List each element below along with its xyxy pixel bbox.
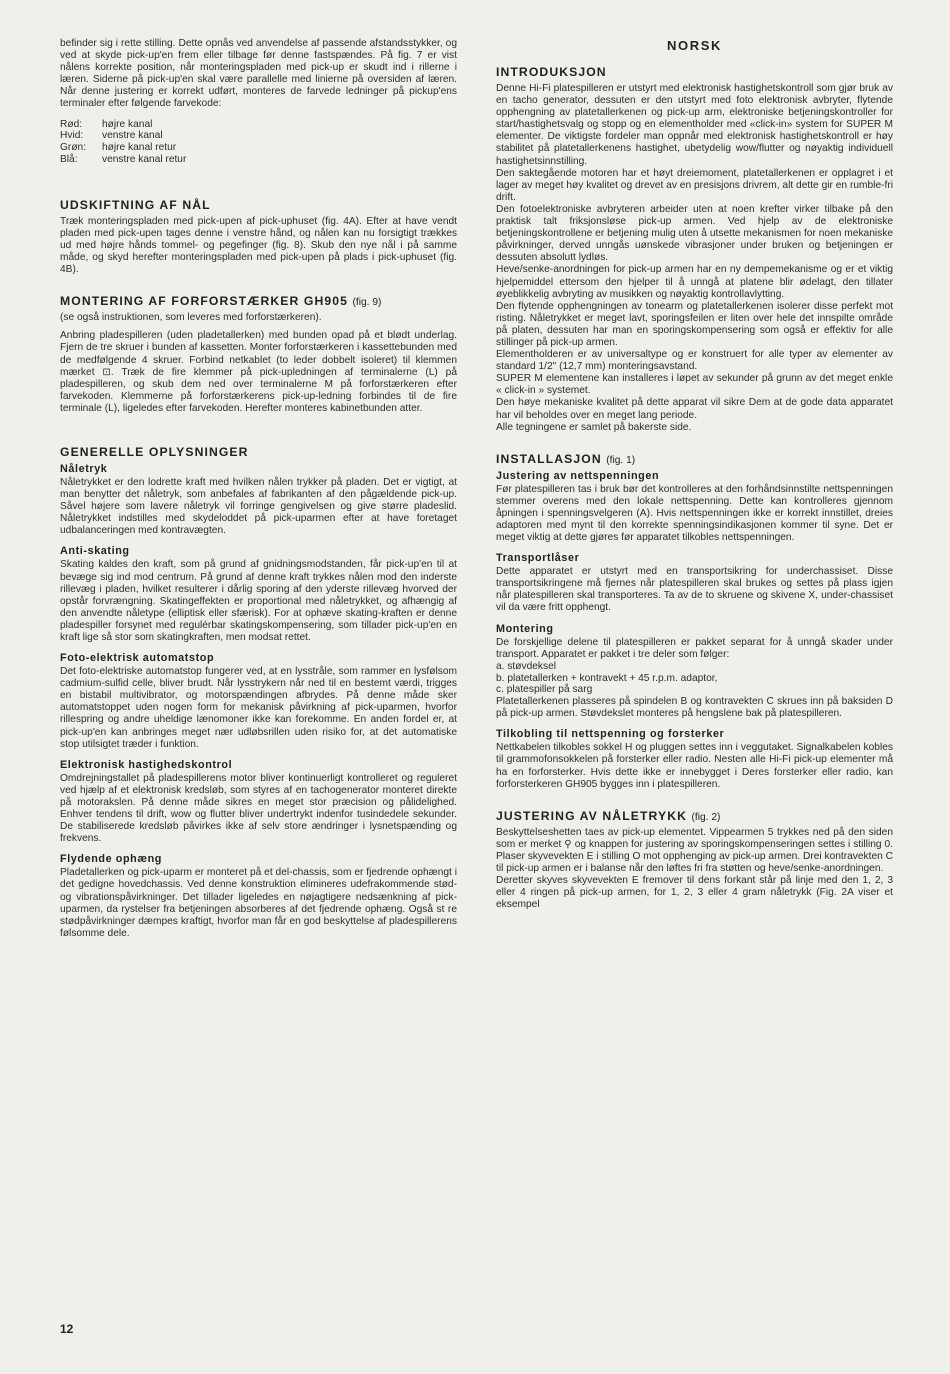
montering-text: Anbring pladespilleren (uden pladetallerken) med bunden opad på et blødt underlag. Fjern de tre skruer i bunden af kassetten. Monter forforstærkeren i kassettebunden med de medfølgende 4 skruer. Forbind netkablet (to leder dobbelt isoleret) til klemmen mærket ⊡. Træk de fire klemmer på pick-upledningen af terminalerne (L) på pladespilleren, og skub dem ned over terminalerne M på forforstærkeren efter farvekoden. Klemmerne på forforstærkerens pick-up-ledning forbindes til de fire terminale (L), ligeledes efter farvekoden. Herefter monteres kabinetbunden atter.	[60, 330, 457, 414]
page-number: 12	[60, 1322, 74, 1336]
intro-paragraph-no: Den høye mekaniske kvalitet på dette apparat vil sikre Dem at de gode data apparatet har vil beholdes over en meget lang periode.	[496, 397, 893, 421]
intro-paragraph: befinder sig i rette stilling. Dette opnås ved anvendelse af passende afstandsstykker, og ved at skyde pick-up'en frem eller tilbage før denne fastspændes. På fig. 7 er vist nålens korrekte position, når monteringspladen med pick-up er skudt ind i rillerne i læren. Siderne på pick-up'en skal være parallelle med linierne på oversiden af læren. Når denne justering er korrekt udført, monteres de farvede ledninger på pickup'ens terminaler efter følgende farvekode:	[60, 38, 457, 110]
left-column	[60, 38, 457, 948]
hastighedskontrol-text: Omdrejningstallet på pladespillerens motor bliver kontinuerligt kontrolleret og reguleret ved hjælp af et elektronisk kredsløb, som styres af en tachogenerator monteret direkte på motorakslen. På denne måde sikres en meget stor præcision og pålidelighed. Enhver tendens til drift, wow og flutter bliver undertrykt indenfor tusindedele sekunder. De stabiliserede kredsløb påvirkes ikke af selv store ændringer i lysnetspænding og frekvens.	[60, 772, 457, 845]
subheading-anti-skating: Anti-skating	[60, 545, 130, 558]
section-title-montering: MONTERING AF FORFORSTÆRKER GH905 (fig. 9)	[60, 294, 382, 309]
justering-text: Deretter skyves skyvevekten E fremover til dens forkant står på linje med den 1, 2, 3 eller 4 ringen på pick-up armen, for 1, 2, 3 eller 4 gram nåletrykk (Fig. 2A viser et eksempel	[496, 875, 893, 911]
subheading-tilkobling: Tilkobling til nettspenning og forsterker	[496, 728, 725, 741]
anti-skating-text: Skating kaldes den kraft, som på grund af gnidningsmodstanden, får pick-up'en til at bevæge sig ind mod centrum. På grund af denne kraft trykkes nålen mod den inderste rillevæg i pladen, hvilket resulterer i dårlig sporing af den yderste rillevæg hvorved der opstår forvrængning. Skatingeffekten er proportional med nåletrykket, og afhængig af den anvendte nåletype (elliptisk eller sfærisk). For at ophæve skating-kraften er denne pladespiller forsynet med regulérbar skatingskompensering, som tillader pick-up'en en kraft lige så stor som skatingkraften, men modsat rettet.	[60, 559, 457, 643]
list-item: c. platespiller på sarg	[496, 684, 593, 696]
intro-paragraph-no: SUPER M elementene kan installeres i løpet av sekunder på grunn av det meget enkle « click-in » systemet.	[496, 373, 893, 397]
color-code-item: Blå: venstre kanal retur	[60, 153, 187, 165]
right-column	[496, 38, 893, 919]
list-item: b. platetallerken + kontravekt + 45 r.p.m. adaptor,	[496, 672, 718, 684]
section-title-udskiftning: UDSKIFTNING AF NÅL	[60, 197, 211, 212]
intro-paragraph-no: Den fotoelektroniske avbryteren arbeider uten at noen krefter virker tilbake på den praktisk talt friksjonsløse pick-up armen. Ved hjelp av de elektroniske betjeningskontrollene er betjening mulig uten å utsette mekanismen for noen mekaniske påvirkninger, derved unngås uønskede vibrasjoner under bruken og betjeningen er dessuten absolutt lydløs.	[496, 203, 893, 264]
subheading-naaletryk: Nåletryk	[60, 462, 108, 475]
montering-item-list	[496, 661, 893, 696]
color-code-item: Rød: højre kanal	[60, 118, 153, 130]
intro-paragraph-no: Alle tegningene er samlet på bakerste side.	[496, 421, 692, 433]
montering-subtitle: (se også instruktionen, som leveres med forforstærkeren).	[60, 312, 322, 324]
color-code-item: Grøn: højre kanal retur	[60, 142, 177, 154]
subheading-flydende-ophaeng: Flydende ophæng	[60, 853, 162, 866]
section-title-generelle: GENERELLE OPLYSNINGER	[60, 444, 249, 459]
color-code-item: Hvid: venstre kanal	[60, 130, 163, 142]
transportlaaser-text: Dette apparatet er utstyrt med en transportsikring for underchassiset. Disse transportsikringene må fjernes når platespilleren skal brukes og settes på plass igjen når platespilleren skal transporteres. Ta av de to skruene og skivene X, under-chassiset vil da være fritt opphengt.	[496, 566, 893, 614]
list-item: a. støvdeksel	[496, 660, 557, 672]
language-heading: NORSK	[667, 38, 722, 53]
subheading-automatstop: Foto-elektrisk automatstop	[60, 652, 215, 665]
subheading-hastighedskontrol: Elektronisk hastighedskontrol	[60, 758, 233, 771]
montering-no-after: Platetallerkenen plasseres på spindelen B og kontravekten C skrues inn på baksiden D på pick-up armen. Støvdekslet monteres på hengslene bak på platespilleren.	[496, 696, 893, 720]
intro-paragraph-no: Den flytende opphengningen av tonearm og platetallerkenen isolerer disse perfekt mot risting. Nåletrykket er meget lavt, sporingsfeilen er liten over hele det innspilte område på platen, dessuten har man en sporingskompensering som også er effektiv for alle stillinger på pick-up armen.	[496, 300, 893, 348]
nettspenning-text: Før platespilleren tas i bruk bør det kontrolleres at den forhåndsinnstilte nettspenningen stemmer overens med den lokale nettspenning. Dette kan kontrolleres gjennom åpningen i spenningsvelgeren (A). Hvis nettspenningen ikke er korrekt innstillet, dreies adaptoren med mynt til den korrekte spenningsindikasjonen kommer til syne. Det er meget viktig at dette gjøres før apparatet tilkobles nettspenningen.	[496, 483, 893, 544]
subheading-nettspenning: Justering av nettspenningen	[496, 469, 660, 482]
intro-paragraph-no: Heve/senke-anordningen for pick-up armen har en ny dempemekanisme og er et viktig hjelpemiddel ettersom den hjelper til å unngå at platene blir ødelagt, den tillater øyeblikkelig avbryting av musikken og nøyaktig kontrollavlytting.	[496, 264, 893, 300]
flydende-ophaeng-text: Pladetallerken og pick-uparm er monteret på et del-chassis, som er fjedrende ophængt i det gedigne hovedchassis. Ved denne konstruktion elimineres udefrakommende stød- og vibrationspåvirkninger. Det tillader ligeledes en nøjagtigere nedsænkning af pick-uparmen, da rystelser fra betjeningen absorberes af det fjedrende ophæng. Også st re stødpåvirkninger dæmpes kraftigt, hvorfor man får en god beskyttelse af pladespillerens følsomme dele.	[60, 867, 457, 939]
automatstop-text: Det foto-elektriske automatstop fungerer ved, at en lysstråle, som rammer en lysfølsom cadmium-sulfid celle, bliver brudt. Når lysstrykern når ned til en bestemt værdi, trigges en bistabil multivibrator, og motorspændingen afbrydes. På denne måde sker automatstoppet uden nogen form for mekanisk påvirkning af pick-uparmen, hvorfor rillespring og andre uheldige lænomoner ikke kan forekomme. En anden fordel er, at pick-up'en kan anbringes meget nær udløbsrillen uden risiko for, at det automatiske stop utilsigtet træder i funktion.	[60, 666, 457, 750]
subheading-montering-no: Montering	[496, 622, 554, 635]
udskiftning-text: Træk monteringspladen med pick-upen af pick-uphuset (fig. 4A). Efter at have vendt pladen med pick-upen tages denne i venstre hånd, og nålen kan nu forsigtigt trækkes ud med højre hånds tommel- og pegefinger (fig. 8). Skub den nye nål i på samme måde, og skyd herefter monteringspladen med pick-upen på plads i pick-uphuset (fig. 4B).	[60, 215, 457, 276]
color-code-list	[60, 119, 457, 166]
montering-no-text: De forskjellige delene til platespilleren er pakket separat for å unngå skader under transport. Apparatet er pakket i tre deler som følger:	[496, 636, 893, 660]
intro-paragraph-no: Elementholderen er av universaltype og er konstruert for alle typer av elementer av standard 1/2" (12,7 mm) monteringsavstand.	[496, 349, 893, 373]
subheading-transportlaaser: Transportlåser	[496, 552, 580, 565]
section-title-justering: JUSTERING AV NÅLETRYKK (fig. 2)	[496, 808, 721, 823]
tilkobling-text: Nettkabelen tilkobles sokkel H og pluggen settes inn i veggutaket. Signalkabelen kobles til grammofonsokkelen på forsterker eller radio. Nesten alle Hi-Fi pick-up elementer må ha en forforsterker. Hvis dette ikke er innebygget i Deres forsterker eller radio, kan forforsterkeren GH905 bygges inn i platespilleren.	[496, 742, 893, 790]
justering-text: Beskyttelseshetten taes av pick-up elementet. Vippearmen 5 trykkes ned på den siden som er merket ⚲ og knappen for justering av sporingskompenseringen settes i stilling 0. Plaser skyvevekten E i stilling O mot opphenging av pick-up armen. Drei kontravekten C til pick-up armen er i balanse når den løftes fri fra støtten og heve/senke-anordningen.	[496, 826, 893, 874]
naaletryk-text: Nåletrykket er den lodrette kraft med hvilken nålen trykker på pladen. Det er vigtigt, at man benytter det nåletryk, som anbefales af fabrikanten af den pågældende pick-up. Såvel højere som lavere nåletryk vil forringe gengivelsen og give større pladeslid. Nåletrykket indstilles med skydeloddet på pick-uparmen efter at have foretaget udbalanceringen med kontravægten.	[60, 476, 457, 537]
intro-paragraph-no: Den saktegående motoren har et høyt dreiemoment, platetallerkenen er opplagret i et lager av meget høy kvalitet og drevet av en presisjons drivrem, alt dette gir en rumble-fri drift.	[496, 167, 893, 203]
intro-paragraph-no: Denne Hi-Fi platespilleren er utstyrt med elektronisk hastighetskontroll som gjør bruk av en tacho generator, dessuten er den utstyrt med foto elektronisk avbryter, flytende opphengning av platetallerkenen og pick-up arm, elektroniske betjeningskontroller for start/hastighetsvalg og stopp og en elementholder med «click-in» system for SUPER M elementer. De viktigste fordeler man oppnår med elektronisk hastighetskontroll er høy stabilitet på platetallerkenens hastighet, ubetydelig wow/flutter og nøyaktig individuell hastighetsinnstilling.	[496, 83, 893, 167]
section-title-introduksjon: INTRODUKSJON	[496, 65, 607, 79]
section-title-installasjon: INSTALLASJON (fig. 1)	[496, 451, 636, 466]
